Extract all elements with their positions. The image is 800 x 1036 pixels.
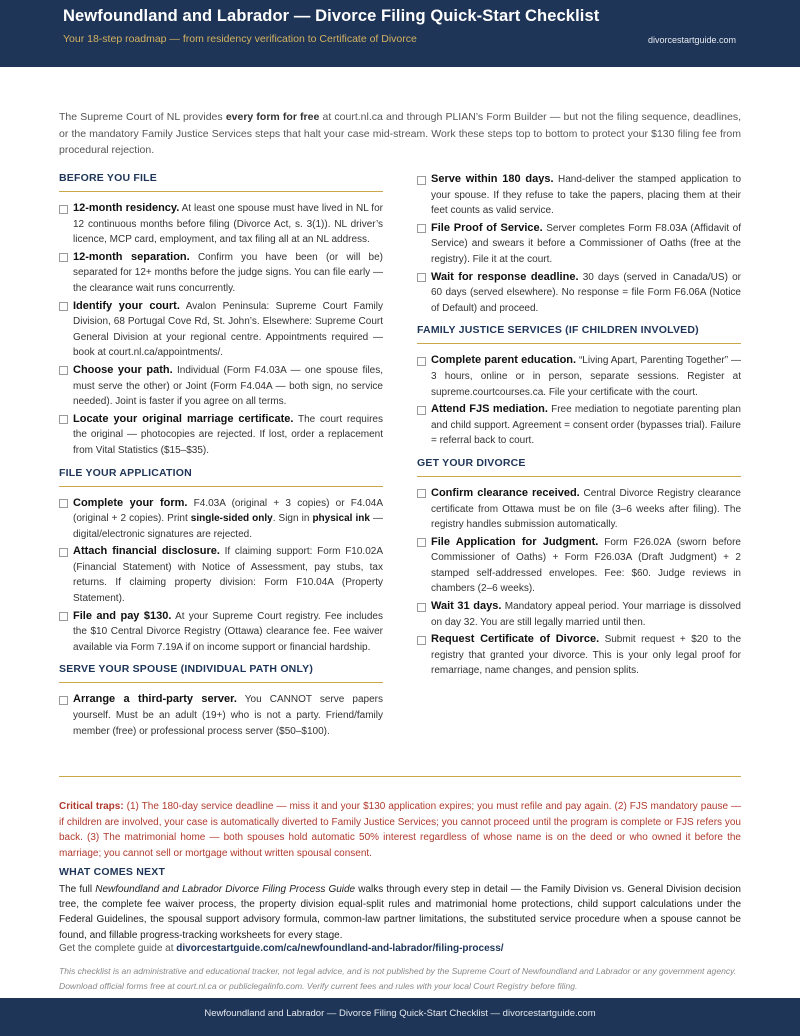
section-heading-before-you-file: BEFORE YOU FILE — [59, 172, 383, 192]
checkbox[interactable] — [417, 406, 426, 415]
checklist-item: Attend FJS mediation. Free mediation to negotiate parenting plan and child support. Agreement = consent order (bypasses trial). Failure = referral back to court. — [417, 402, 741, 449]
get-divorce-list — [417, 486, 741, 679]
checklist-item: Arrange a third-party server. You CANNOT serve papers yourself. Must be an adult (19+) who is not a party. Friend/family member (free) or professional process server ($50–$100). — [59, 692, 383, 739]
checklist-item: Choose your path. Individual (Form F4.03A — one spouse files, must serve the other) or Joint (Form F4.04A — both sign, no service needed). Joint is faster if you agree on all terms. — [59, 363, 383, 410]
checkbox[interactable] — [417, 176, 426, 185]
family-justice-list — [417, 353, 741, 449]
checkbox[interactable] — [59, 696, 68, 705]
page-subtitle: Your 18-step roadmap — from residency verification to Certificate of Divorce — [63, 33, 417, 45]
checklist-item: File Proof of Service. Server completes Form F8.03A (Affidavit of Service) and swears it before a Commissioner of Oaths (free at the registry). File it at the court. — [417, 221, 741, 268]
footer-text: Newfoundland and Labrador — Divorce Filing Quick-Start Checklist — divorcestartguide.com — [204, 1008, 596, 1019]
checkbox[interactable] — [59, 499, 68, 508]
file-application-list — [59, 496, 383, 656]
section-heading-family-justice-services: FAMILY JUSTICE SERVICES (IF CHILDREN INVOLVED) — [417, 324, 741, 344]
right-column — [417, 172, 741, 681]
checkbox[interactable] — [417, 538, 426, 547]
header-site-link[interactable]: divorcestartguide.com — [647, 35, 736, 45]
checkbox[interactable] — [59, 612, 68, 621]
page-footer — [0, 998, 800, 1036]
checkbox[interactable] — [59, 366, 68, 375]
checkbox[interactable] — [59, 253, 68, 262]
before-you-file-list — [59, 201, 383, 459]
page-header — [0, 0, 800, 67]
disclaimer: This checklist is an administrative and educational tracker, not legal advice, and is not published by the Supreme Court of Newfoundland and Labrador or any government agency. Download official forms free at court.nl.ca or publiclegalinfo.com. Verify current fees and rules with your local Court Registry before filing. — [59, 966, 737, 991]
what-comes-next-heading: WHAT COMES NEXT — [59, 866, 166, 878]
checkbox[interactable] — [417, 224, 426, 233]
checkbox[interactable] — [417, 636, 426, 645]
checklist-item: Complete parent education. “Living Apart, Parenting Together” — 3 hours, online or in person, separate sessions. Register at supreme.courtcourses.ca. File your certificate with the court. — [417, 353, 741, 400]
intro-emphasis: every form for free — [225, 111, 320, 123]
checklist-item: Confirm clearance received. Central Divorce Registry clearance certificate from Ottawa must be on file (3–6 weeks after filing). The registry handles submission automatically. — [417, 486, 741, 533]
critical-traps: Critical traps: (1) The 180-day service deadline — miss it and your $130 application expires; you must refile and pay again. (2) FJS mandatory pause — if children are involved, your case is automatically diverted to Family Justice Services; you cannot proceed until the program is complete or FJS refers you back. (3) The matrimonial home — both spouses hold automatic 50% interest regardless of whose name is on the deed or who owned it before the marriage; you cannot sell or mortgage without written spousal consent. — [59, 801, 741, 859]
left-column — [59, 172, 383, 741]
section-heading-serve-spouse: SERVE YOUR SPOUSE (INDIVIDUAL PATH ONLY) — [59, 663, 383, 683]
checkbox[interactable] — [59, 415, 68, 424]
checklist-item: Locate your original marriage certificate. The court requires the original — photocopies are rejected. If lost, order a replacement from Vital Statistics ($15–$35). — [59, 412, 383, 459]
page-title: Newfoundland and Labrador — Divorce Filing Quick-Start Checklist — [63, 7, 600, 25]
checklist-item: Serve within 180 days. Hand-deliver the stamped application to your spouse. If they refuse to take the papers, placing them at their feet counts as valid service. — [417, 172, 741, 219]
checkbox[interactable] — [417, 273, 426, 282]
checklist-item: Wait for response deadline. 30 days (served in Canada/US) or 60 days (served elsewhere). No response = file Form F6.06A (Notice of Default) and proceed. — [417, 270, 741, 317]
section-heading-get-divorce: GET YOUR DIVORCE — [417, 457, 741, 477]
checklist-item: 12-month residency. At least one spouse must have lived in NL for 12 continuous months before filing (Divorce Act, s. 3(1)). NL driver’s licence, MCP card, employment, and tax filing all at an NL address. — [59, 201, 383, 248]
checkbox[interactable] — [59, 302, 68, 311]
checklist-item: Complete your form. F4.03A (original + 3 copies) or F4.04A (original + 2 copies). Print single-sided only. Sign in physical ink — digital/electronic signatures are rejected. — [59, 496, 383, 543]
section-divider — [59, 776, 741, 777]
checklist-item: 12-month separation. Confirm you have been (or will be) separated for 12+ months before the judge signs. You can file early — the clearance wait runs concurrently. — [59, 250, 383, 297]
guide-link-line: Get the complete guide at divorcestartguide.com/ca/newfoundland-and-labrador/filing-process/ — [59, 943, 504, 954]
checklist-item: Wait 31 days. Mandatory appeal period. Your marriage is dissolved on day 32. You are still legally married until then. — [417, 599, 741, 630]
checkbox[interactable] — [59, 205, 68, 214]
checklist-item: Identify your court. Avalon Peninsula: Supreme Court Family Division, 68 Portugal Cove Rd, St. John’s. Elsewhere: Supreme Court General Division at your regional centre. Appointments required — book at court.nl.ca/appointments/. — [59, 299, 383, 361]
guide-link[interactable]: divorcestartguide.com/ca/newfoundland-and-labrador/filing-process/ — [176, 943, 504, 954]
serve-spouse-list — [417, 172, 741, 316]
checklist-item: File Application for Judgment. Form F26.02A (sworn before Commissioner of Oaths) + Form F26.03A (Draft Judgment) + 2 stamped self-addressed envelopes. Fee: $60. Judge reviews in chambers (2–6 weeks). — [417, 535, 741, 597]
checklist-item: File and pay $130. At your Supreme Court registry. Fee includes the $10 Central Divorce Registry (Ottawa) clearance fee. Fee waiver available via Form 7.19A if on income support or financial hardship. — [59, 609, 383, 656]
critical-traps-label: Critical traps: — [59, 801, 124, 812]
what-comes-next-body: The full Newfoundland and Labrador Divorce Filing Process Guide walks through every step in detail — the Family Division vs. General Division decision tree, the complete fee waiver process, the property division equal-split rules and matrimonial home protections, child support calculations under the Federal Guidelines, the spousal support advisory formula, common-law partner limitations, the substituted service procedure when a spouse cannot be found, and fillable progress-tracking worksheets for every stage. — [59, 884, 741, 941]
checkbox[interactable] — [417, 489, 426, 498]
checkbox[interactable] — [417, 357, 426, 366]
section-heading-file-application: FILE YOUR APPLICATION — [59, 467, 383, 487]
checklist-item: Request Certificate of Divorce. Submit request + $20 to the registry that granted your divorce. This is your only legal proof for remarriage, name changes, and pension splits. — [417, 632, 741, 679]
checkbox[interactable] — [59, 548, 68, 557]
checkbox[interactable] — [417, 603, 426, 612]
checklist-item: Attach financial disclosure. If claiming support: Form F10.02A (Financial Statement) with Notice of Assessment, pay stubs, tax returns. If claiming property division: Form F10.04A (Property Statement). — [59, 544, 383, 606]
intro-paragraph: The Supreme Court of NL provides every form for free at court.nl.ca and through PLIAN’s Form Builder — but not the filing sequence, deadlines, or the mandatory Family Justice Services steps that halt your case mid-stream. Work these steps top to bottom to protect your $130 filing fee from procedural rejection. — [59, 111, 741, 156]
